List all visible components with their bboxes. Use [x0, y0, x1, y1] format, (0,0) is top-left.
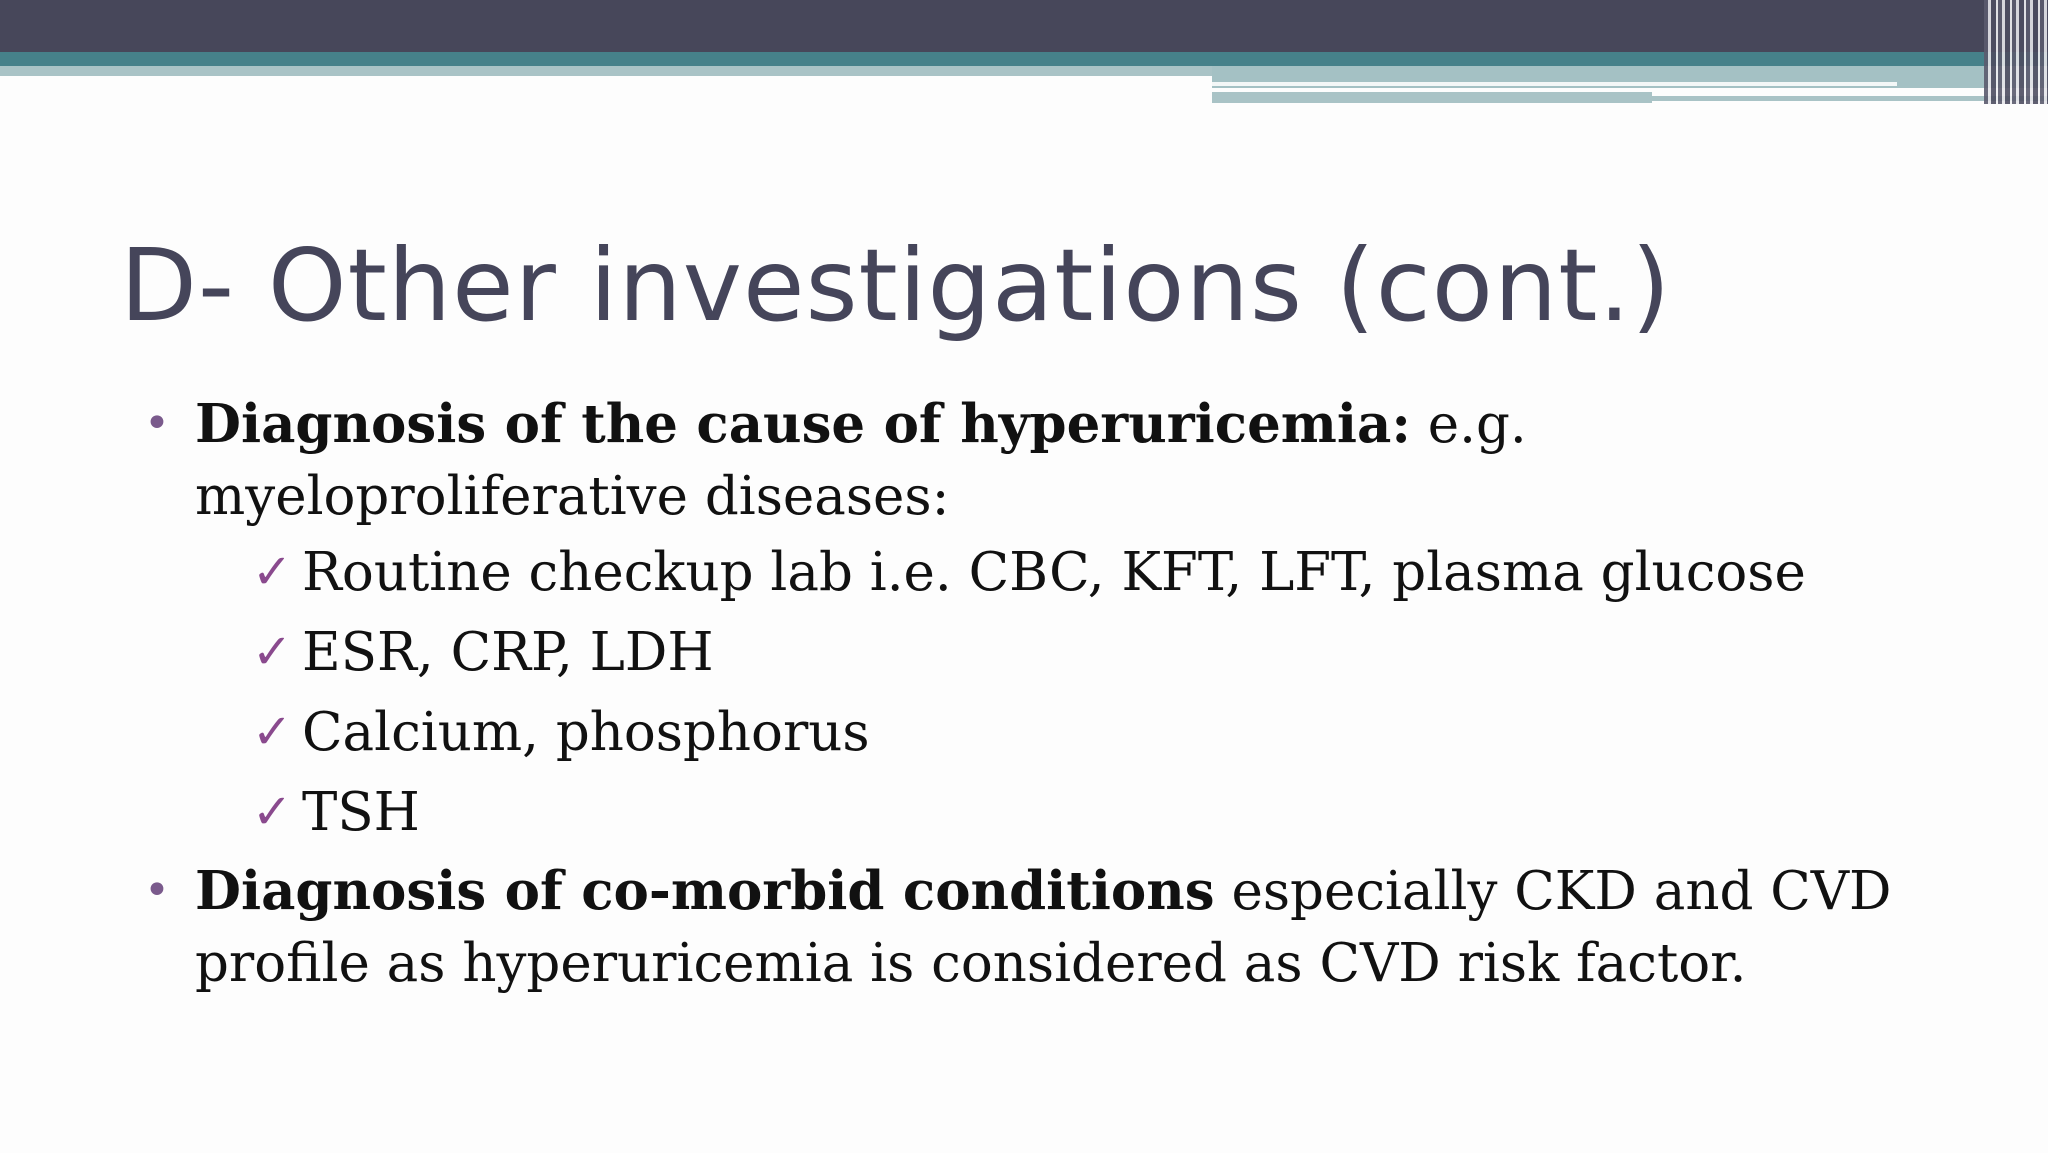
sub-item-label: ESR, CRP, LDH	[302, 622, 714, 683]
header-band-light-left	[0, 66, 1212, 76]
slide-title: D- Other investigations (cont.)	[120, 227, 1672, 344]
bullet-bold-label: Diagnosis of co-morbid conditions	[195, 860, 1215, 922]
bullet-text: especially CKD and CVD profile as hyperuricemia is considered as CVD risk factor.	[195, 861, 1892, 994]
sub-item-tsh	[140, 773, 1940, 853]
bullet-item-cause	[140, 388, 1940, 533]
checkmark-icon: ✓	[252, 704, 293, 760]
sub-item-calcium-phosphorus	[140, 693, 1940, 773]
header-band-light-lower	[1212, 92, 1652, 103]
header-band-teal	[0, 52, 2048, 66]
header-band-dark	[0, 0, 2048, 52]
sub-item-esr-crp-ldh	[140, 613, 1940, 693]
checkmark-icon: ✓	[252, 624, 293, 680]
sub-item-routine-lab	[140, 533, 1940, 613]
sub-item-label: Calcium, phosphorus	[302, 702, 870, 763]
header-band-white-line	[1212, 82, 1897, 86]
header-edge-stripes	[1984, 0, 2048, 104]
bullet-text: e.g. myeloproliferative diseases:	[195, 394, 1527, 527]
bullet-dot-icon: •	[144, 865, 170, 916]
bullet-item-comorbid	[140, 855, 1940, 1000]
checkmark-icon: ✓	[252, 544, 293, 600]
slide-content	[140, 388, 1940, 1000]
sub-item-label: TSH	[302, 782, 420, 843]
sub-list-investigations	[140, 533, 1940, 853]
bullet-dot-icon: •	[144, 398, 170, 449]
sub-item-label: Routine checkup lab i.e. CBC, KFT, LFT, plasma glucose	[302, 542, 1806, 603]
bullet-bold-label: Diagnosis of the cause of hyperuricemia:	[195, 393, 1411, 455]
checkmark-icon: ✓	[252, 784, 293, 840]
